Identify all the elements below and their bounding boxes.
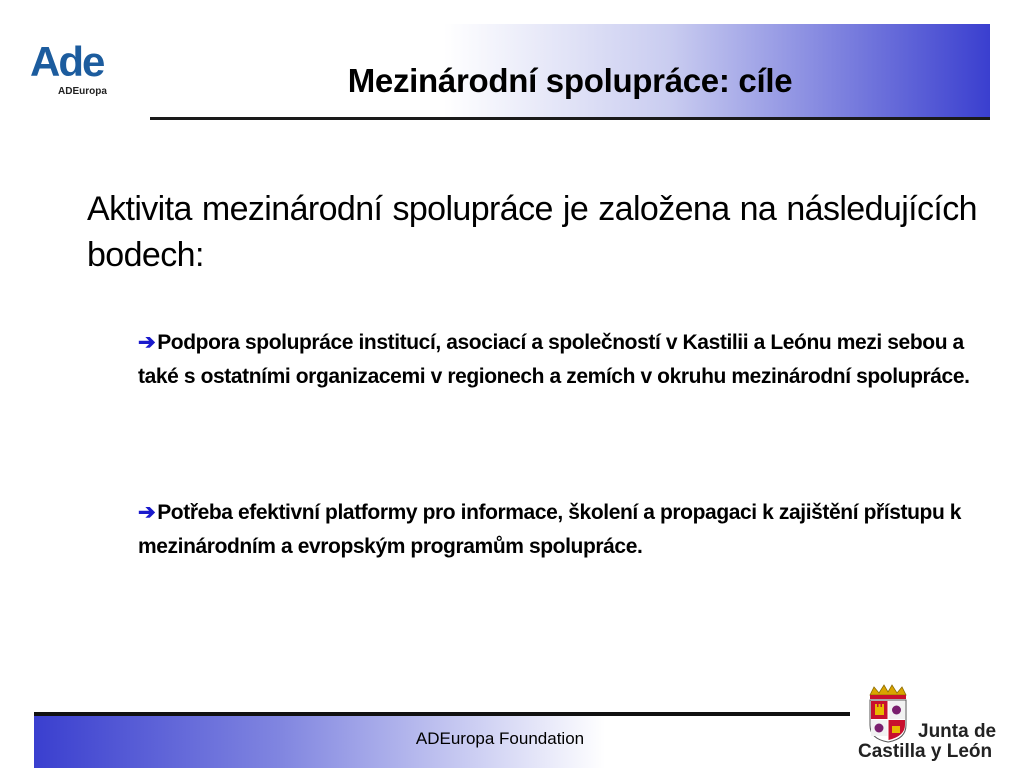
- slide-title: Mezinárodní spolupráce: cíle: [347, 62, 793, 99]
- ade-logo-word: Ade: [30, 38, 104, 85]
- header-divider: [150, 117, 990, 120]
- arrow-icon: ➔: [138, 331, 156, 354]
- junta-line-2: Castilla y León: [858, 741, 993, 762]
- bullet-text-2: Potřeba efektivní platformy pro informace, školení a propagaci k zajištění přístupu k mezinárodním a evropským programům spolupráce.: [138, 501, 962, 558]
- footer-label: ADEuropa Foundation: [415, 729, 585, 748]
- ade-logo: [30, 40, 140, 104]
- ade-logo-subtitle: ADEuropa: [58, 86, 107, 97]
- arrow-icon: ➔: [138, 501, 156, 524]
- bullet-text-1: Podpora spolupráce institucí, asociací a společností v Kastilii a Leónu mezi sebou a také s ostatními organizacemi v regionech a zemích v okruhu mezinárodní spolupráce.: [138, 331, 970, 388]
- intro-paragraph: Aktivita mezinárodní spolupráce je založena na následujících bodech:: [87, 190, 977, 274]
- bullet-point-1: [138, 326, 978, 394]
- bullet-point-2: [138, 496, 978, 564]
- junta-line-1: Junta de: [918, 721, 997, 742]
- coat-of-arms-icon: [866, 683, 910, 743]
